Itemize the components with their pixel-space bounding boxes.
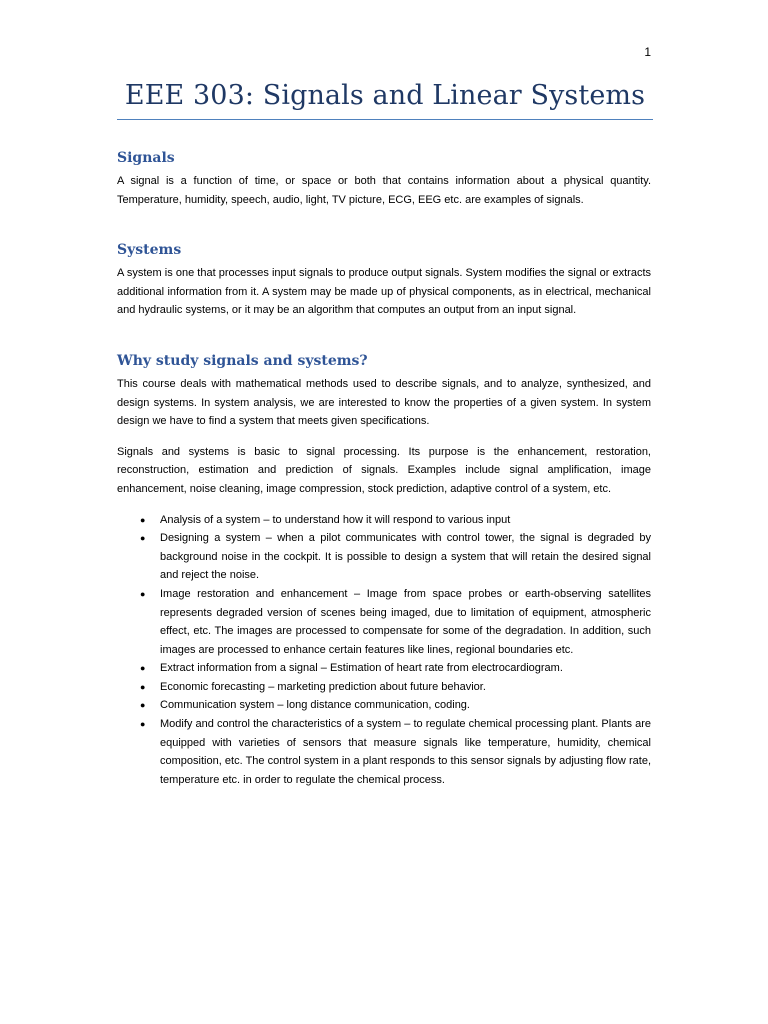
list-item [117,585,651,659]
list-item [117,715,651,789]
section-why-study [117,351,651,789]
spacer [117,209,651,240]
spacer [117,431,651,443]
bullet-icon: ● [140,681,146,692]
list-item-text: Extract information from a signal – Estimation of heart rate from electrocardiogram. [160,662,563,675]
bullet-icon: ● [140,719,146,730]
section-signals [117,148,651,209]
list-item-text: Economic forecasting – marketing prediction about future behavior. [160,680,486,693]
bullet-icon: ● [140,533,146,544]
page-number: 1 [644,45,651,59]
paragraph: Signals and systems is basic to signal processing. Its purpose is the enhancement, restoration, reconstruction, estimation and prediction of signals. Examples include signal amplification, image enhancement, noise cleaning, image compression, stock prediction, adaptive control of a system, etc. [117,445,651,495]
section-systems [117,240,651,320]
list-item [117,696,651,715]
section-heading: Why study signals and systems? [117,352,368,369]
list-item [117,529,651,585]
section-heading: Signals [117,150,175,166]
list-item [117,678,651,697]
section-heading: Systems [117,242,182,259]
list-item-text: Image restoration and enhancement – Image from space probes or earth-observing satellites represents degraded version of scenes being imaged, due to limitation of equipment, atmospheric effect, etc. The images are processed to compensate for some of the degradation. In addition, such images are processed to enhance certain features like lines, regional boundaries etc. [160,587,651,656]
list-item-text: Modify and control the characteristics of a system – to regulate chemical processing plant. Plants are equipped with varieties of sensors that measure signals like temperature, humidity, chemical composition, etc. The control system in a plant responds to this sensor signals by adjusting flow rate, temperature etc. in order to regulate the chemical process. [160,718,651,786]
list-item-text: Analysis of a system – to understand how it will respond to various input [160,513,511,526]
bullet-list [117,511,651,790]
paragraph: This course deals with mathematical methods used to describe signals, and to analyze, synthesized, and design systems. In system analysis, we are interested to know the properties of a given system. In system design we have to find a system that meets given specifications. [117,377,651,428]
list-item-text: Designing a system – when a pilot communicates with control tower, the signal is degraded by background noise in the cockpit. It is possible to design a system that will retain the desired signal and reject the noise. [160,532,651,582]
document-body [117,148,651,789]
bullet-icon: ● [140,700,146,711]
title-underline [117,119,653,120]
paragraph: A system is one that processes input signals to produce output signals. System modifies the signal or extracts additional information from it. A system may be made up of physical components, as in electrical, mechanical and hydraulic systems, or it may be an algorithm that computes an output from an input signal. [117,267,651,317]
list-item [117,511,651,530]
document-title: EEE 303: Signals and Linear Systems [124,80,646,111]
list-item [117,659,651,678]
spacer [117,320,651,351]
list-item-text: Communication system – long distance communication, coding. [160,699,470,712]
bullet-icon: ● [140,514,146,525]
bullet-icon: ● [140,663,146,674]
bullet-icon: ● [140,588,146,599]
paragraph: A signal is a function of time, or space or both that contains information about a physical quantity. Temperature, humidity, speech, audio, light, TV picture, ECG, EEG etc. are examples of signals. [117,175,651,206]
